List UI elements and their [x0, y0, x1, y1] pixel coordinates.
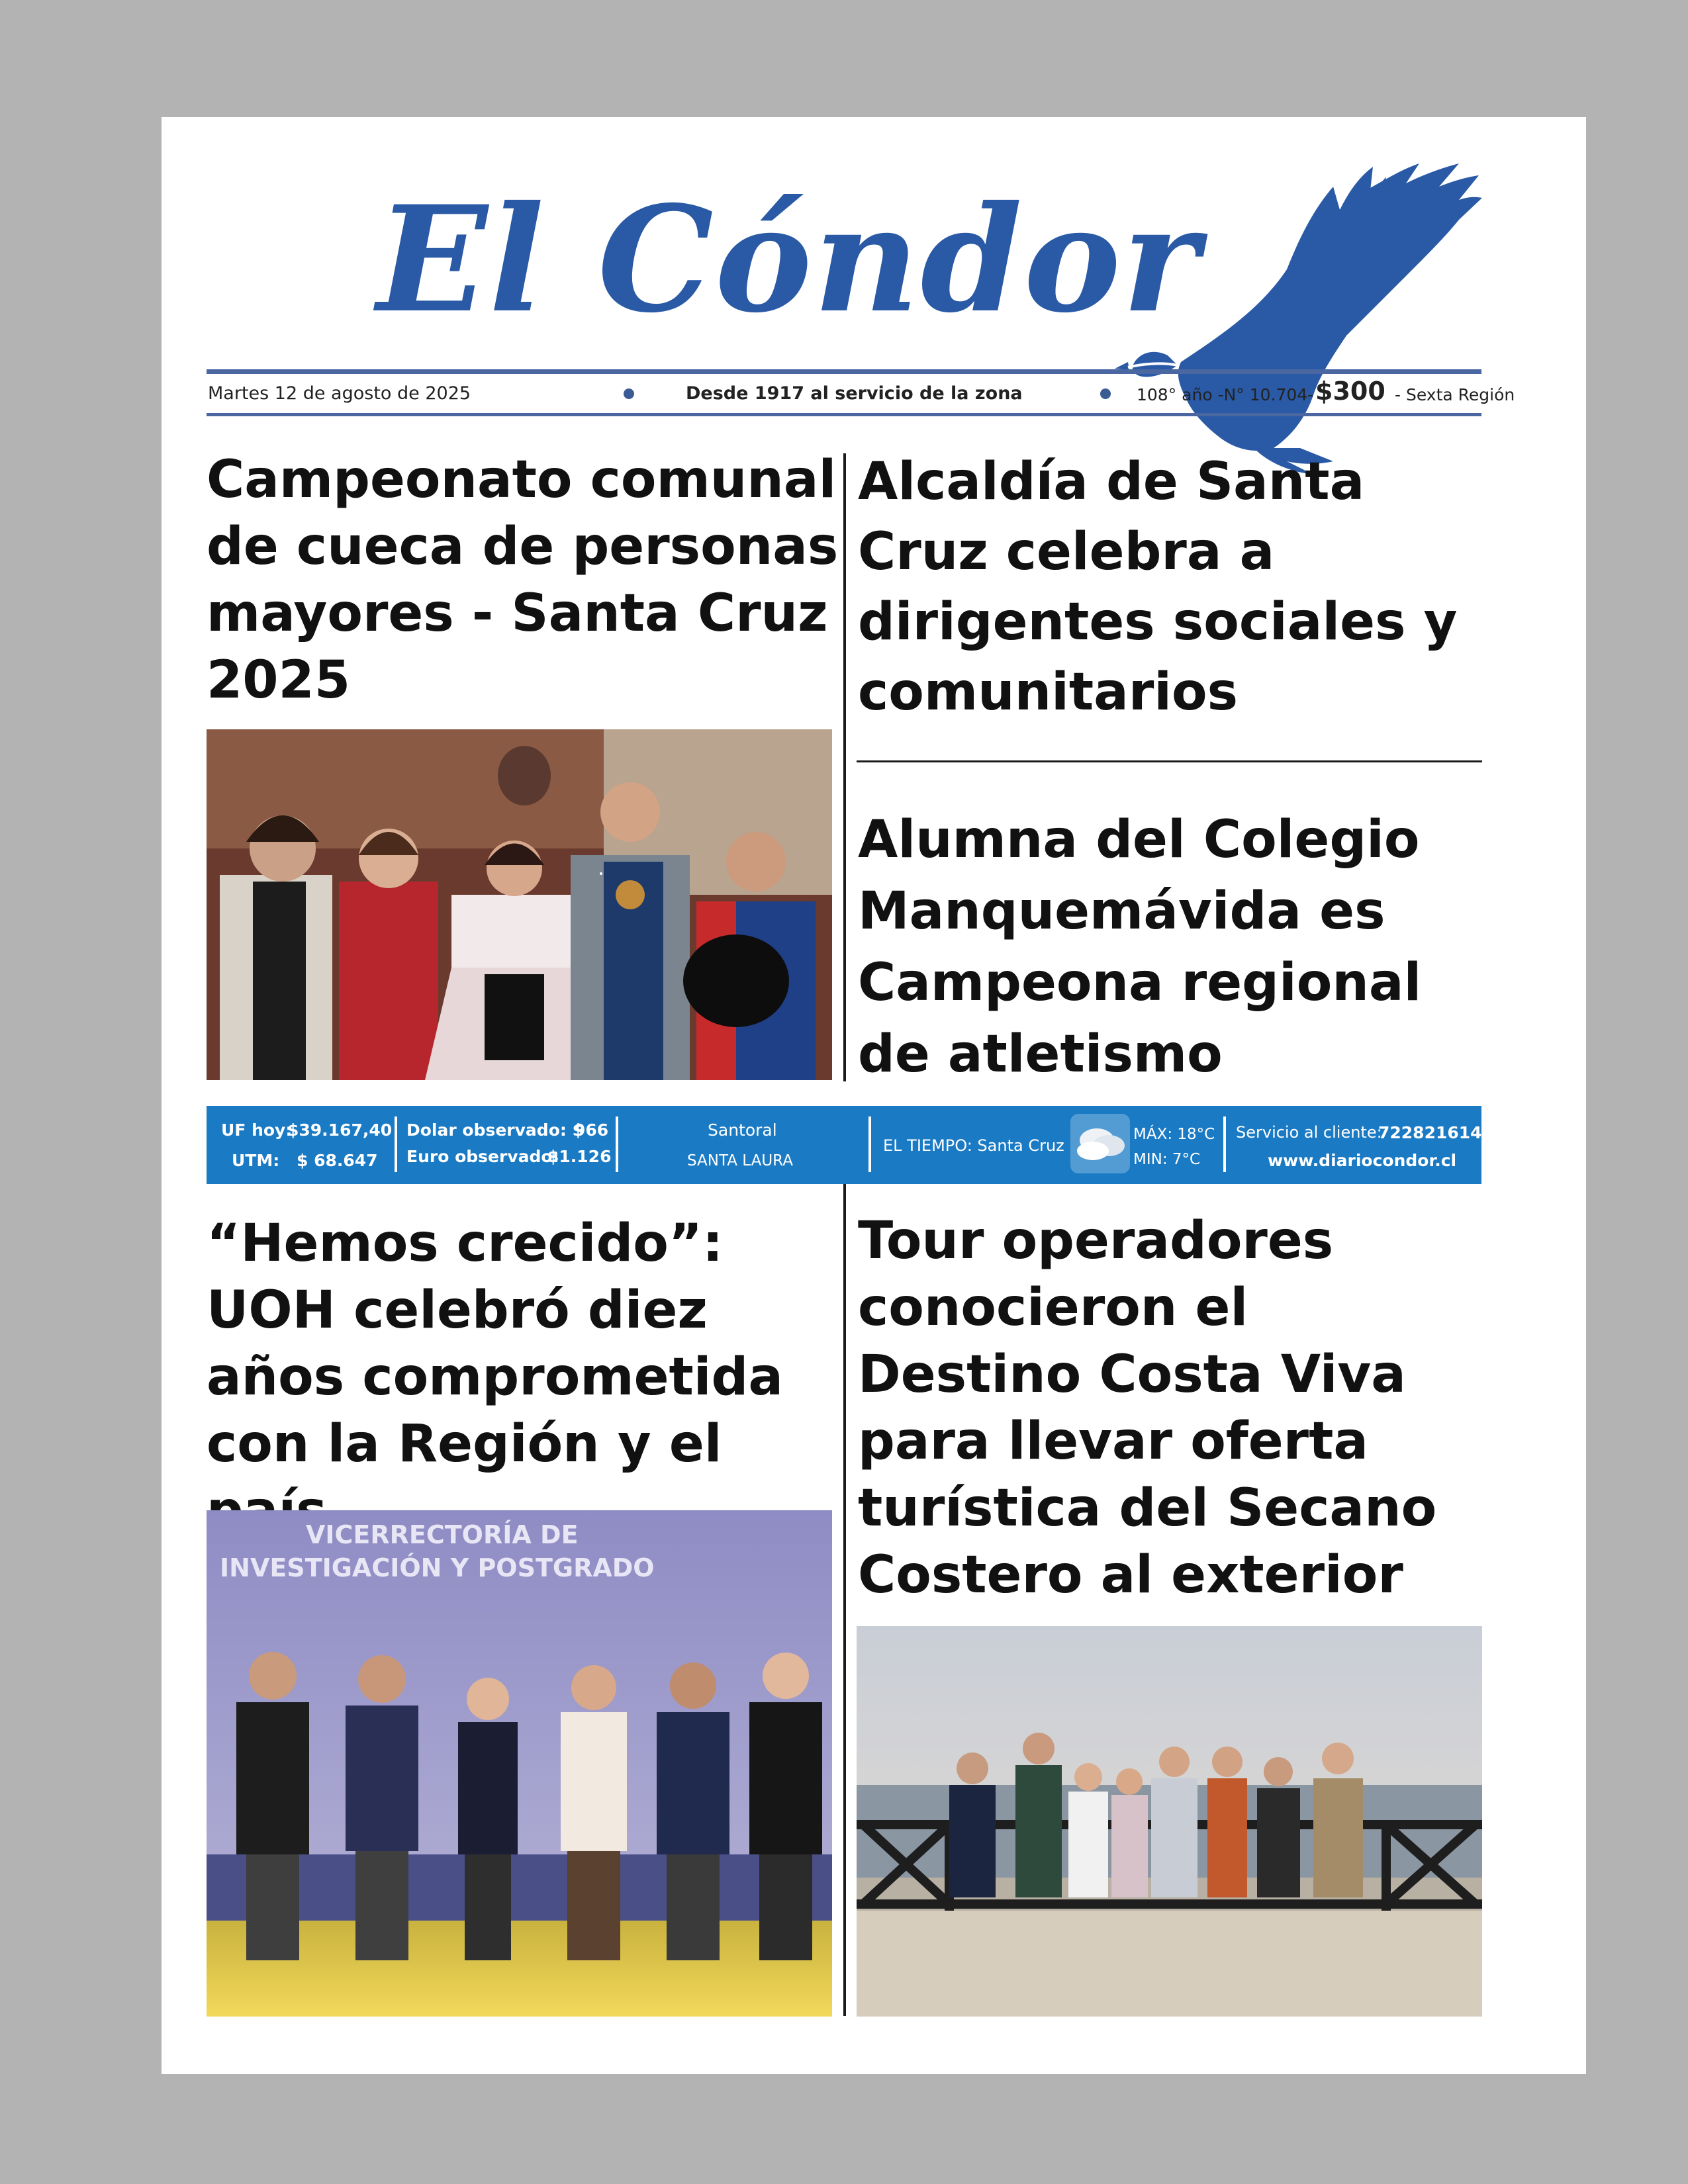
headline-uoh[interactable]: “Hemos crecido”: UOH celebró diez años comprometida con la Región y el [207, 1214, 783, 1474]
info-bar [207, 1106, 1481, 1184]
issue-date: Martes 12 de agosto de 2025 [208, 383, 471, 404]
uf-value: $39.167,40 [287, 1120, 393, 1140]
utm-label: UTM: [232, 1151, 280, 1170]
banner-text-1: VICERRECTORÍA DE [306, 1520, 579, 1549]
dolar-value: 966 [574, 1120, 609, 1140]
masthead-rule-top [207, 369, 1481, 374]
weather-label: EL TIEMPO: Santa Cruz [883, 1136, 1064, 1155]
column-divider [843, 1184, 846, 2016]
utm-value: $ 68.647 [297, 1151, 378, 1170]
separator [616, 1116, 618, 1172]
story-divider [857, 760, 1482, 762]
photo-cueca[interactable] [207, 729, 832, 1080]
headline-tour-operadores[interactable]: Tour operadores conocieron el Destino Costa Viva para llevar oferta turística del Secano Costero al exterior [858, 1211, 1437, 1605]
slogan: Desde 1917 al servicio de la zona [686, 383, 1023, 404]
euro-value: $1.126 [547, 1147, 612, 1166]
santoral-value: SANTA LAURA [687, 1152, 793, 1169]
condor-logo-icon [1088, 137, 1485, 481]
headline-alcaldia[interactable]: Alcaldía de Santa Cruz celebra a dirigentes sociales y comunitarios [858, 452, 1458, 722]
photo-uoh[interactable] [207, 1510, 832, 2017]
santoral-label: Santoral [708, 1120, 777, 1140]
bullet-icon [624, 388, 634, 399]
headline-atletismo[interactable]: Alumna del Colegio Manquemávida es Campeona regional de atletismo [858, 810, 1422, 1084]
euro-label: Euro observado: [406, 1147, 559, 1166]
separator [868, 1116, 871, 1172]
masthead-rule-bottom [207, 413, 1481, 416]
headline-cueca[interactable]: Campeonato comunal de cueca de personas mayores - Santa Cruz 2025 [207, 450, 839, 710]
service-label: Servicio al cliente: [1236, 1123, 1382, 1142]
service-phone[interactable]: 722821614 [1378, 1123, 1482, 1142]
temp-max: MÁX: 18°C [1133, 1126, 1215, 1143]
photo-costa-viva[interactable] [857, 1626, 1482, 2017]
website-link[interactable]: www.diariocondor.cl [1268, 1151, 1457, 1170]
dolar-label: Dolar observado: $ [406, 1120, 584, 1140]
newspaper-page [162, 117, 1586, 2074]
price: $300 [1315, 377, 1385, 406]
banner-text-2: INVESTIGACIÓN Y POSTGRADO [220, 1553, 655, 1582]
masthead-title: El Cóndor [377, 173, 1201, 345]
edition-number: 108° año -N° 10.704- [1137, 385, 1314, 404]
cloudy-icon [1070, 1114, 1130, 1173]
region: - Sexta Región [1395, 385, 1515, 404]
dateline [207, 375, 1515, 411]
temp-min: MIN: 7°C [1133, 1151, 1201, 1168]
column-divider [843, 453, 846, 1081]
uf-label: UF hoy: [221, 1120, 293, 1140]
separator [395, 1116, 397, 1172]
bullet-icon [1100, 388, 1111, 399]
separator [1223, 1116, 1226, 1172]
